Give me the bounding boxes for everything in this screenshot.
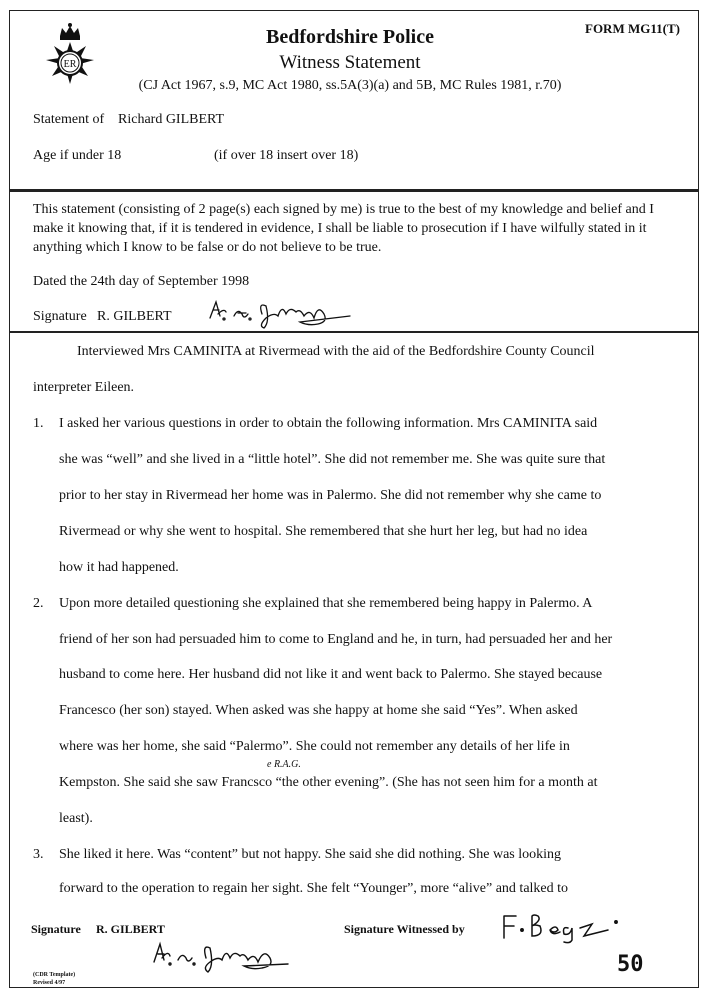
intro-line: Interviewed Mrs CAMINITA at Rivermead with the aid of the Bedfordshire County Council bbox=[77, 344, 595, 359]
age-note: (if over 18 insert over 18) bbox=[214, 148, 359, 163]
crest-cypher-text: ER bbox=[63, 59, 77, 70]
organisation-title: Bedfordshire Police bbox=[266, 26, 434, 48]
dated-line: Dated the 24th day of September 1998 bbox=[33, 274, 250, 289]
paragraph-line: She liked it here. Was “content” but not happy. She said she did nothing. She was looking bbox=[59, 847, 562, 862]
police-crest-logo bbox=[36, 22, 104, 98]
footer-signature-label: Signature bbox=[31, 922, 81, 936]
legal-reference: (CJ Act 1967, s.9, MC Act 1980, ss.5A(3)(a) and 5B, MC Rules 1981, r.70) bbox=[138, 78, 562, 93]
template-label: (CDR Template) bbox=[33, 972, 76, 978]
paragraph-line: where was her home, she said “Palermo”. She could not remember any details of her life in bbox=[59, 739, 570, 754]
paragraph-line: Kempston. She said she saw Francsco “the other evening”. (She has not seen him for a month at bbox=[59, 775, 598, 790]
paragraph-line: how it had happened. bbox=[59, 560, 179, 575]
paragraph-line: I asked her various questions in order to obtain the following information. Mrs CAMINITA said bbox=[59, 416, 598, 431]
form-id: FORM MG11(T) bbox=[585, 21, 680, 36]
statement-of-value: Richard GILBERT bbox=[118, 112, 225, 127]
declaration-signature-name: R. GILBERT bbox=[97, 309, 172, 324]
paragraph-line: Rivermead or why she went to hospital. She remembered that she hurt her leg, but had no idea bbox=[59, 524, 588, 539]
page-number: 50 bbox=[617, 952, 644, 977]
age-label: Age if under 18 bbox=[33, 148, 122, 163]
witness-handwritten-signature bbox=[498, 910, 628, 944]
paragraph-line: Francesco (her son) stayed. When asked was she happy at home she said “Yes”. When asked bbox=[59, 703, 578, 718]
footer-signature-name: R. GILBERT bbox=[96, 922, 165, 936]
handwritten-correction: e R.A.G. bbox=[267, 759, 301, 770]
paragraph-line: friend of her son had persuaded him to come to England and he, in turn, had persuaded her and her bbox=[59, 632, 613, 647]
paragraph-line: Upon more detailed questioning she explained that she remembered being happy in Palermo. A bbox=[59, 596, 593, 611]
declaration-text: This statement (consisting of 2 page(s) each signed by me) is true to the best of my knowledge and belief and I make it knowing that, if it is tendered in evidence, I shall be liable to prosecution if I have wilfully stated in it anything which I know to be false or do not believe to be true. bbox=[33, 202, 654, 255]
paragraph-number: 1. bbox=[33, 416, 44, 431]
template-revision: Revised 4/97 bbox=[33, 980, 66, 986]
paragraph-number: 3. bbox=[33, 847, 44, 862]
paragraph-line: she was “well” and she lived in a “little hotel”. She did not remember me. She was quite sure that bbox=[59, 452, 606, 467]
paragraph-line: least). bbox=[59, 811, 93, 826]
footer-handwritten-signature bbox=[148, 938, 308, 978]
paragraph-line: prior to her stay in Rivermead her home was in Palermo. She did not remember why she came to bbox=[59, 488, 602, 503]
statement-of-label: Statement of bbox=[33, 112, 105, 127]
witnessed-by-label: Signature Witnessed by bbox=[344, 922, 465, 936]
paragraph-line: forward to the operation to regain her sight. She felt “Younger”, more “alive” and talked to bbox=[59, 881, 569, 896]
handwritten-signature bbox=[200, 296, 360, 336]
paragraph-number: 2. bbox=[33, 596, 44, 611]
intro-line: interpreter Eileen. bbox=[33, 380, 135, 395]
declaration-signature-label: Signature bbox=[33, 309, 87, 324]
paragraph-line: husband to come here. Her husband did not like it and went back to Palermo. She stayed because bbox=[59, 667, 603, 682]
document-type: Witness Statement bbox=[279, 52, 421, 73]
